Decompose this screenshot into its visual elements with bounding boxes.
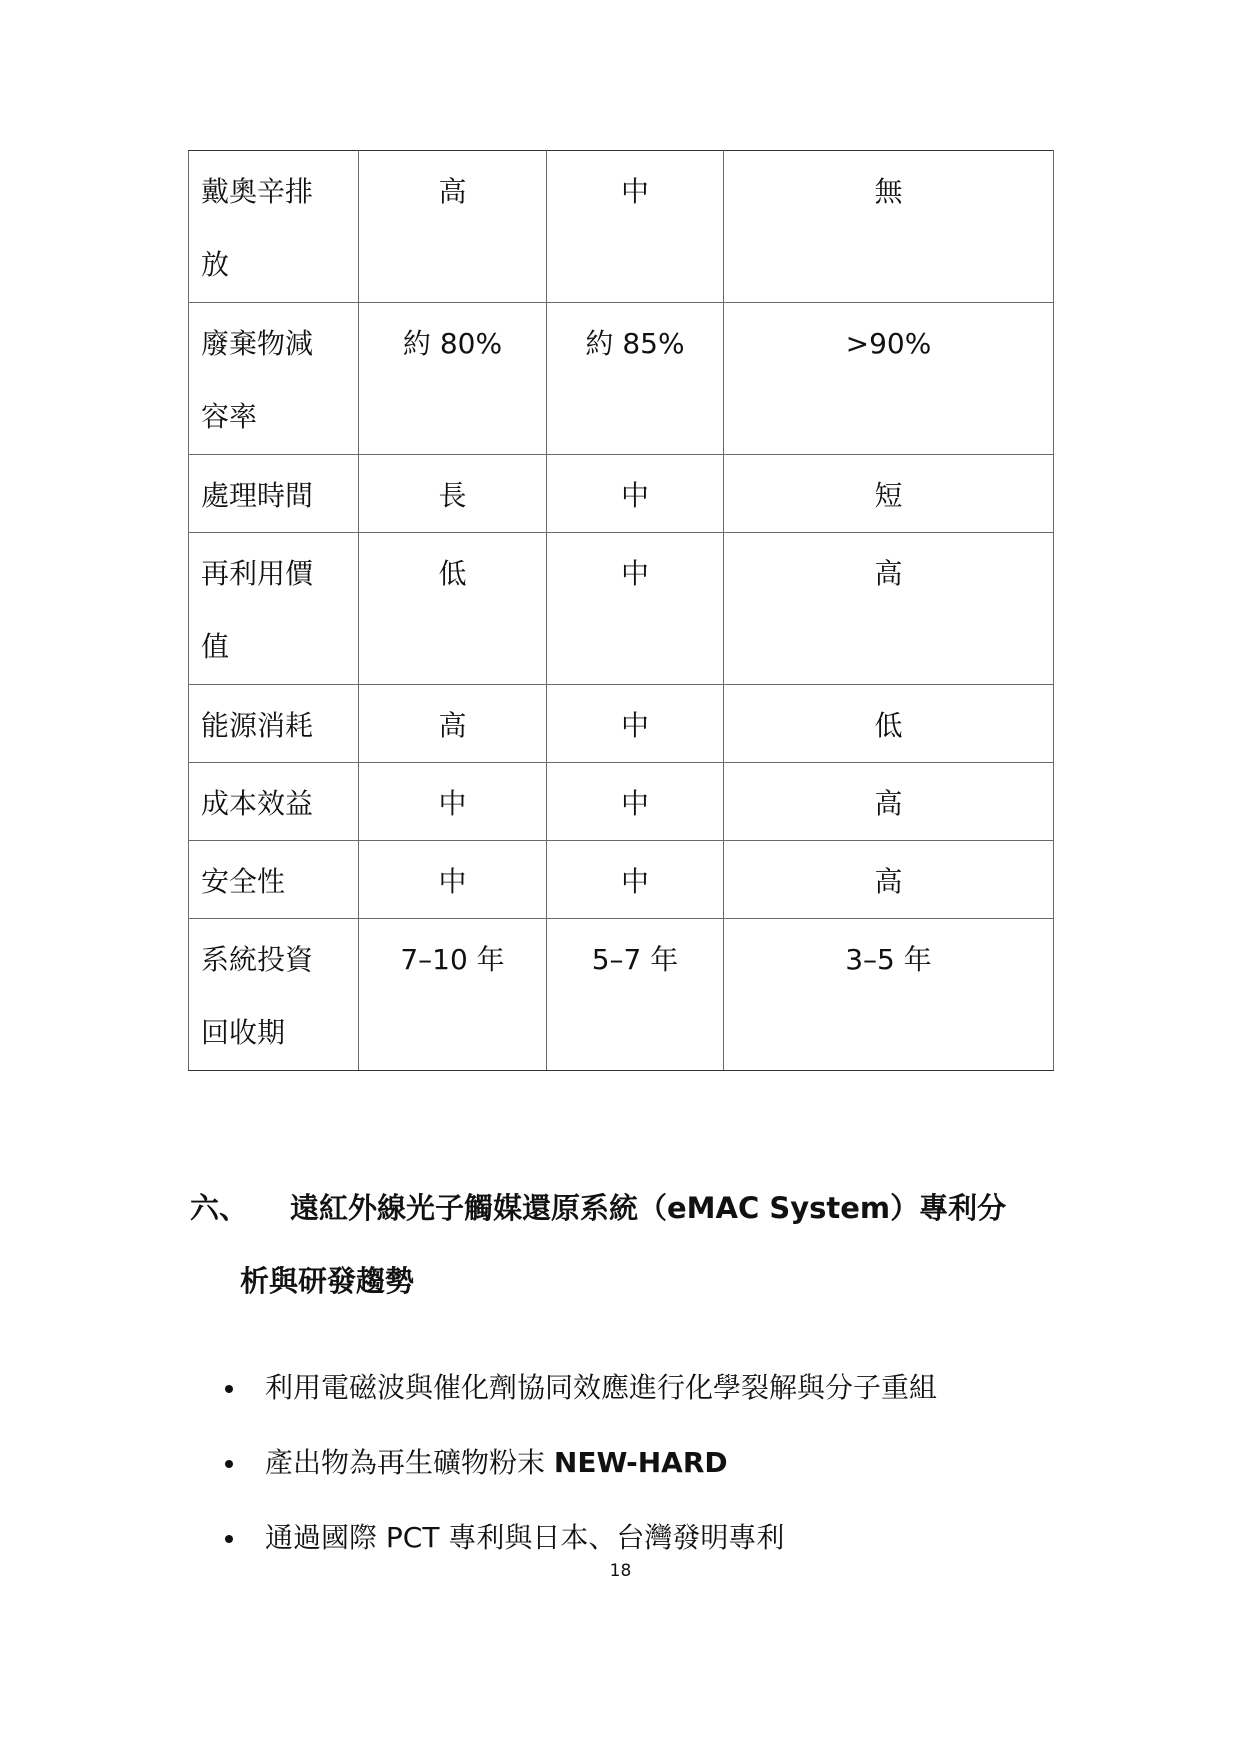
row-label-line: 廢棄物減 xyxy=(201,327,314,360)
list-item xyxy=(220,1440,937,1515)
table-row xyxy=(189,685,1054,763)
value-cell: 無 xyxy=(724,151,1054,303)
row-label-cell xyxy=(189,763,359,841)
value-cell: 低 xyxy=(724,685,1054,763)
bullet-text: 利用電磁波與催化劑協同效應進行化學裂解與分子重組 xyxy=(265,1371,938,1404)
value-cell: 中 xyxy=(359,841,547,919)
value-cell: 高 xyxy=(724,533,1054,685)
row-label-line: 能源消耗 xyxy=(201,709,314,742)
row-label-line: 安全性 xyxy=(201,865,286,898)
row-label-cell xyxy=(189,919,359,1071)
value-cell: 中 xyxy=(547,455,724,533)
bullet-bold-text: NEW-HARD xyxy=(553,1446,728,1479)
row-label-cell xyxy=(189,533,359,685)
row-label-line: 放 xyxy=(201,248,230,281)
value-cell: 長 xyxy=(359,455,547,533)
value-cell: 3–5 年 xyxy=(724,919,1054,1071)
value-cell: 5–7 年 xyxy=(547,919,724,1071)
row-label-cell xyxy=(189,303,359,455)
bullet-icon xyxy=(225,1385,233,1393)
row-label-line: 處理時間 xyxy=(201,479,314,512)
value-cell: 高 xyxy=(359,151,547,303)
list-item xyxy=(220,1365,937,1440)
page-number: 18 xyxy=(609,1561,632,1581)
row-label-line: 容率 xyxy=(201,400,258,433)
row-label-cell xyxy=(189,685,359,763)
bullet-icon xyxy=(225,1535,233,1543)
value-cell: 中 xyxy=(547,685,724,763)
bullet-text: 產出物為再生礦物粉末 xyxy=(265,1446,554,1479)
value-cell: 高 xyxy=(359,685,547,763)
table-row xyxy=(189,455,1054,533)
table-row xyxy=(189,303,1054,455)
row-label-cell xyxy=(189,151,359,303)
value-cell: 短 xyxy=(724,455,1054,533)
table-row xyxy=(189,151,1054,303)
table-row xyxy=(189,763,1054,841)
table-row xyxy=(189,919,1054,1071)
row-label-line: 回收期 xyxy=(201,1016,286,1049)
row-label-line: 再利用價 xyxy=(201,557,314,590)
table-row xyxy=(189,841,1054,919)
value-cell: 約 85% xyxy=(547,303,724,455)
value-cell: 7–10 年 xyxy=(359,919,547,1071)
comparison-table xyxy=(188,150,1054,1071)
bullet-icon xyxy=(225,1460,233,1468)
row-label-line: 成本效益 xyxy=(201,787,314,820)
value-cell: 中 xyxy=(547,763,724,841)
row-label-cell xyxy=(189,841,359,919)
row-label-cell xyxy=(189,455,359,533)
value-cell: 高 xyxy=(724,763,1054,841)
value-cell: 中 xyxy=(547,151,724,303)
value-cell: 中 xyxy=(547,841,724,919)
section-title-line1: 遠紅外線光子觸媒還原系統（eMAC System）專利分 xyxy=(290,1191,1007,1225)
bullet-text: 通過國際 PCT 專利與日本、台灣發明專利 xyxy=(265,1521,785,1554)
value-cell: 約 80% xyxy=(359,303,547,455)
value-cell: >90% xyxy=(724,303,1054,455)
table-row xyxy=(189,533,1054,685)
row-label-line: 系統投資 xyxy=(201,943,314,976)
value-cell: 高 xyxy=(724,841,1054,919)
section-title-line2: 析與研發趨勢 xyxy=(240,1264,415,1298)
value-cell: 中 xyxy=(359,763,547,841)
value-cell: 低 xyxy=(359,533,547,685)
bullet-list xyxy=(220,1365,937,1590)
row-label-line: 值 xyxy=(201,630,230,663)
row-label-line: 戴奧辛排 xyxy=(201,175,314,208)
value-cell: 中 xyxy=(547,533,724,685)
section-number: 六、 xyxy=(190,1191,249,1225)
